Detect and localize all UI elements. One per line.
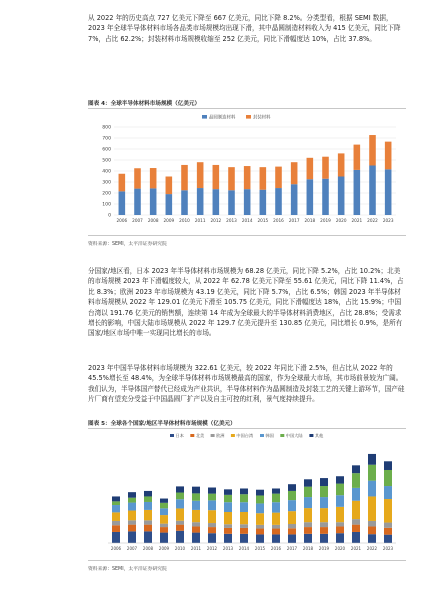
y-tick-label: 400	[102, 169, 111, 175]
bar-segment	[228, 190, 235, 215]
bar-segment	[112, 496, 120, 501]
bar-segment	[160, 533, 168, 543]
bar-segment	[150, 188, 157, 215]
bar-segment	[320, 486, 328, 497]
bar-segment	[338, 177, 345, 216]
bar-segment	[320, 534, 328, 543]
bar-segment	[213, 189, 220, 215]
x-tick-labels	[116, 218, 393, 223]
bar-segment	[352, 473, 360, 488]
bar-segment	[288, 511, 296, 524]
bar-segment	[369, 135, 376, 165]
bar-segment	[260, 167, 267, 190]
x-tick-label: 2023	[382, 218, 394, 223]
bar-segment	[119, 191, 126, 215]
bar-segment	[291, 184, 298, 215]
legend-label: 中国大陆	[285, 433, 303, 438]
bar-segment	[384, 523, 392, 528]
bar-segment	[160, 503, 168, 509]
bar-segment	[192, 522, 200, 526]
bar-segment	[244, 166, 251, 189]
bar-segment	[304, 527, 312, 534]
bar-segment	[128, 492, 136, 498]
bar-segment	[384, 461, 392, 470]
bar-segment	[304, 479, 312, 486]
bar-segment	[368, 496, 376, 521]
bar-segment	[336, 526, 344, 533]
bar-segment	[176, 531, 184, 543]
bar-segment	[338, 153, 345, 176]
figure-4-source: 资料来源：SEMI，太平洋证券研究院	[88, 242, 167, 247]
bar-group	[119, 135, 392, 215]
bar-segment	[288, 534, 296, 543]
bar-segment	[112, 532, 120, 543]
legend-swatch	[202, 115, 207, 119]
bar-segment	[192, 510, 200, 522]
global-materials-chart	[94, 111, 404, 233]
bar-segment	[368, 526, 376, 534]
bar-segment	[144, 496, 152, 502]
bar-segment	[160, 527, 168, 533]
bar-segment	[336, 507, 344, 522]
x-tick-label: 2022	[367, 218, 378, 223]
legend-label: 欧洲	[216, 433, 225, 438]
bar-segment	[240, 494, 248, 502]
x-tick-label: 2020	[335, 218, 347, 223]
bar-segment	[256, 495, 264, 503]
y-tick-labels	[102, 125, 111, 219]
bar-segment	[166, 177, 173, 195]
bar-segment	[208, 510, 216, 523]
x-tick-label: 2016	[273, 218, 284, 223]
bar-segment	[256, 529, 264, 535]
bar-segment	[275, 167, 282, 188]
bar-segment	[197, 162, 204, 188]
bar-segment	[320, 527, 328, 534]
bar-segment	[336, 522, 344, 526]
bar-segment	[368, 481, 376, 497]
y-tick-label: 600	[102, 147, 111, 153]
bar-segment	[385, 142, 392, 170]
bar-segment	[288, 524, 296, 528]
figure-4-divider	[88, 108, 406, 109]
bar-segment	[128, 525, 136, 532]
bar-segment	[160, 524, 168, 527]
x-tick-label: 2006	[116, 218, 128, 223]
legend-label: 中国台湾	[236, 433, 254, 438]
x-tick-label: 2009	[158, 546, 170, 551]
y-tick-label: 700	[102, 136, 111, 142]
legend-swatch	[211, 434, 215, 437]
bar-segment	[275, 188, 282, 215]
bar-segment	[192, 493, 200, 500]
bar-segment	[176, 521, 184, 525]
x-tick-label: 2010	[179, 218, 190, 223]
bar-segment	[144, 531, 152, 543]
bar-segment	[256, 503, 264, 513]
bar-segment	[176, 499, 184, 508]
x-tick-label: 2022	[366, 546, 378, 551]
bar-segment	[208, 488, 216, 494]
x-tick-label: 2007	[126, 546, 138, 551]
bar-segment	[352, 532, 360, 543]
bar-segment	[112, 525, 120, 532]
bar-segment	[322, 157, 329, 179]
china-paragraph	[88, 363, 406, 405]
bar-segment	[322, 179, 329, 215]
regional-paragraph	[88, 266, 406, 339]
x-tick-label: 2021	[350, 546, 362, 551]
regional-text: 分国家/地区看，日本 2023 年半导体材料市场规模为 68.28 亿美元，同比下降 5.2%，占比 10.2%；北美的市场规模 2023 年下滑幅度较大，从 2022 年 62.78 亿美元下降至 55.61 亿美元，同比下降 11.4%，占比 8.3%；欧洲 2023 年市场规模为 43.19 亿美元，同比下降 5.7%，占比 6.5%；韩国 2023 年半导体材料市场规模从 2022 年 129.01 亿美元下滑至 105.75 亿美元，同比下滑幅度达 18%，占比 15.9%；中国台湾以 191.76 亿美元的销售额，连续第 14 年成为全球最大的半导体材料消费地区，占比 28.8%；受需求增长的影响，中国大陆市场规模从 2022 年 129.7 亿美元提升至 130.85 亿美元，同比增长 0.9%，是所有国家/地区市场中唯一实现同比增长的市场。	[88, 267, 404, 338]
bar-segment	[160, 508, 168, 515]
bar-segment	[224, 534, 232, 543]
bar-segment	[208, 533, 216, 543]
bar-segment	[320, 497, 328, 508]
bar-segment	[128, 503, 136, 511]
x-tick-label: 2018	[302, 546, 314, 551]
legend-label: 日本	[175, 433, 184, 438]
x-tick-label: 2012	[210, 218, 222, 223]
bar-segment	[336, 533, 344, 543]
figure-5-bottom-divider	[88, 560, 406, 561]
legend-label: 北美	[195, 433, 205, 438]
bar-segment	[112, 521, 120, 525]
legend-label: 其他	[314, 433, 324, 438]
bar-segment	[368, 454, 376, 465]
x-tick-label: 2017	[286, 546, 298, 551]
x-tick-label: 2006	[110, 546, 122, 551]
x-tick-label: 2011	[194, 218, 206, 223]
bar-segment	[213, 165, 220, 189]
figure-5-divider	[88, 428, 406, 429]
x-tick-label: 2019	[318, 546, 330, 551]
bar-segment	[288, 528, 296, 534]
bar-segment	[112, 512, 120, 521]
bar-segment	[208, 494, 216, 501]
bar-segment	[144, 491, 152, 497]
bar-segment	[256, 490, 264, 496]
bar-segment	[369, 166, 376, 216]
x-tick-label: 2017	[288, 218, 300, 223]
x-tick-label: 2019	[320, 218, 331, 223]
bar-segment	[181, 165, 188, 190]
bar-segment	[368, 521, 376, 527]
y-tick-label: 0	[108, 213, 111, 219]
bar-segment	[304, 508, 312, 522]
bar-segment	[192, 526, 200, 532]
bar-segment	[368, 534, 376, 543]
bar-segment	[256, 513, 264, 525]
y-tick-label: 200	[102, 191, 111, 197]
x-tick-label: 2023	[382, 546, 394, 551]
bar-segment	[240, 502, 248, 512]
bar-segment	[256, 534, 264, 543]
china-text: 2023 年中国半导体材料市场规模为 322.61 亿美元，较 2022 年同比下滑 2.5%，但占比从 2022 年的 45.5%增长至 48.4%，为全球半导体材料市场规模最高的国家，作为全球最大市场，其市场前景较为广阔。我们认为，半导体国产替代已经成为产业共识，半导体材料作为晶圆制造及封装工艺的关键上游环节，国产硅片厂商有望充分受益于中国晶圆厂扩产以及自主可控的红利，景气度持续提升。	[88, 364, 405, 404]
bar-segment	[144, 525, 152, 532]
bar-segment	[224, 524, 232, 528]
bar-segment	[272, 488, 280, 493]
intro-text: 从 2022 年的历史高点 727 亿美元下降至 667 亿美元，同比下降 8.2%。分类型看，根据 SEMI 数据，2023 年全球半导体材料市场各品类市场规模均出现下滑，其中晶圆制造材料收入为 415 亿美元，同比下降 7%，占比 62.2%；封装材料市场规模收缩至 252 亿美元，同比下滑幅度达 10%，占比 37.8%。	[88, 14, 401, 43]
bar-segment	[244, 189, 251, 215]
bar-segment	[224, 495, 232, 502]
bar-segment	[272, 529, 280, 535]
x-tick-label: 2012	[206, 546, 218, 551]
bar-segment	[291, 162, 298, 184]
legend-swatch	[170, 434, 174, 437]
bar-segment	[240, 488, 248, 494]
bar-segment	[336, 484, 344, 496]
regional-materials-chart	[94, 431, 404, 557]
bar-segment	[272, 513, 280, 525]
bar-segment	[192, 487, 200, 494]
figure-4-title: 图表 4：全球半导体材料市场规模（亿美元）	[88, 101, 201, 107]
bar-segment	[192, 501, 200, 510]
bar-segment	[224, 502, 232, 512]
bar-segment	[384, 528, 392, 535]
legend-swatch	[260, 434, 264, 437]
bar-segment	[352, 525, 360, 532]
bar-segment	[166, 194, 173, 215]
bar-segment	[240, 528, 248, 534]
bar-segment	[228, 167, 235, 190]
bar-segment	[134, 189, 141, 215]
bar-segment	[128, 511, 136, 521]
x-tick-label: 2020	[334, 546, 346, 551]
bar-segment	[354, 170, 361, 215]
bar-segment	[320, 508, 328, 522]
bar-segment	[224, 489, 232, 495]
bar-segment	[134, 168, 141, 188]
bar-segment	[288, 491, 296, 500]
bar-segment	[304, 522, 312, 527]
y-tick-label: 300	[102, 180, 111, 186]
y-tick-label: 800	[102, 125, 111, 131]
bar-segment	[176, 493, 184, 500]
bar-segment	[128, 531, 136, 543]
bar-segment	[192, 533, 200, 543]
bar-segment	[128, 520, 136, 524]
legend-swatch	[190, 434, 194, 437]
x-tick-label: 2014	[241, 218, 253, 223]
bar-segment	[112, 501, 120, 505]
x-tick-label: 2009	[163, 218, 175, 223]
bar-segment	[119, 174, 126, 192]
legend-label: 韩国	[265, 433, 274, 438]
x-tick-label: 2013	[226, 218, 237, 223]
bar-segment	[256, 525, 264, 529]
legend	[202, 113, 271, 120]
x-tick-labels	[111, 546, 394, 551]
bar-segment	[384, 499, 392, 523]
figure-4-bottom-divider	[88, 235, 406, 236]
bar-segment	[224, 512, 232, 524]
legend-swatch	[280, 434, 284, 437]
legend-swatch	[231, 434, 235, 437]
x-tick-label: 2016	[270, 546, 282, 551]
bar-segment	[176, 508, 184, 520]
x-tick-label: 2015	[257, 218, 269, 223]
bar-segment	[208, 500, 216, 510]
figure-5-title: 图表 5：全球各个国家/地区半导体材料市场规模（亿美元）	[88, 421, 236, 427]
legend-label: 封装材料	[253, 115, 271, 121]
intro-paragraph	[88, 13, 406, 44]
figure-5-source: 资料来源：SEMI，太平洋证券研究院	[88, 567, 167, 572]
bar-segment	[307, 158, 314, 179]
x-tick-label: 2015	[254, 546, 266, 551]
bar-segment	[336, 476, 344, 483]
bar-segment	[240, 512, 248, 524]
bar-segment	[272, 525, 280, 529]
bar-segment	[272, 502, 280, 512]
bar-segment	[368, 465, 376, 481]
bar-segment	[112, 505, 120, 512]
bar-segment	[176, 525, 184, 531]
bar-segment	[304, 497, 312, 508]
bar-group	[108, 454, 396, 543]
bar-segment	[320, 478, 328, 486]
x-tick-label: 2013	[222, 546, 234, 551]
x-tick-label: 2007	[132, 218, 143, 223]
bar-segment	[307, 179, 314, 215]
bar-segment	[176, 486, 184, 492]
bar-segment	[144, 510, 152, 520]
legend-swatch	[246, 115, 251, 119]
bar-segment	[260, 190, 267, 215]
legend	[170, 432, 324, 439]
bar-segment	[160, 499, 168, 503]
x-tick-label: 2010	[174, 546, 186, 551]
y-tick-label: 500	[102, 158, 111, 164]
legend-swatch	[309, 434, 313, 437]
x-tick-label: 2021	[351, 218, 363, 223]
legend-label: 晶圆制造材料	[209, 115, 236, 121]
bar-segment	[208, 523, 216, 527]
bar-segment	[128, 498, 136, 503]
bar-segment	[181, 190, 188, 215]
bar-segment	[352, 465, 360, 473]
bar-segment	[336, 495, 344, 507]
bar-segment	[144, 520, 152, 524]
bar-segment	[384, 535, 392, 543]
bar-segment	[150, 168, 157, 188]
bar-segment	[384, 470, 392, 486]
x-tick-label: 2011	[190, 546, 202, 551]
bar-segment	[320, 522, 328, 527]
x-tick-label: 2018	[304, 218, 316, 223]
bar-segment	[354, 145, 361, 170]
bar-segment	[272, 534, 280, 543]
x-tick-label: 2008	[147, 218, 159, 223]
bar-segment	[352, 488, 360, 501]
bar-segment	[288, 484, 296, 491]
bar-segment	[208, 527, 216, 533]
bar-segment	[272, 494, 280, 503]
bar-segment	[224, 528, 232, 534]
bar-segment	[288, 500, 296, 511]
bar-segment	[385, 169, 392, 215]
bar-segment	[352, 501, 360, 519]
bar-segment	[304, 487, 312, 497]
bar-segment	[197, 188, 204, 215]
bar-segment	[384, 486, 392, 499]
x-tick-label: 2014	[238, 546, 250, 551]
x-tick-label: 2008	[142, 546, 154, 551]
bar-segment	[352, 519, 360, 525]
bar-segment	[160, 515, 168, 524]
bar-segment	[240, 524, 248, 528]
bar-segment	[144, 502, 152, 510]
y-tick-label: 100	[102, 202, 111, 208]
bar-segment	[304, 534, 312, 543]
bar-segment	[240, 534, 248, 543]
